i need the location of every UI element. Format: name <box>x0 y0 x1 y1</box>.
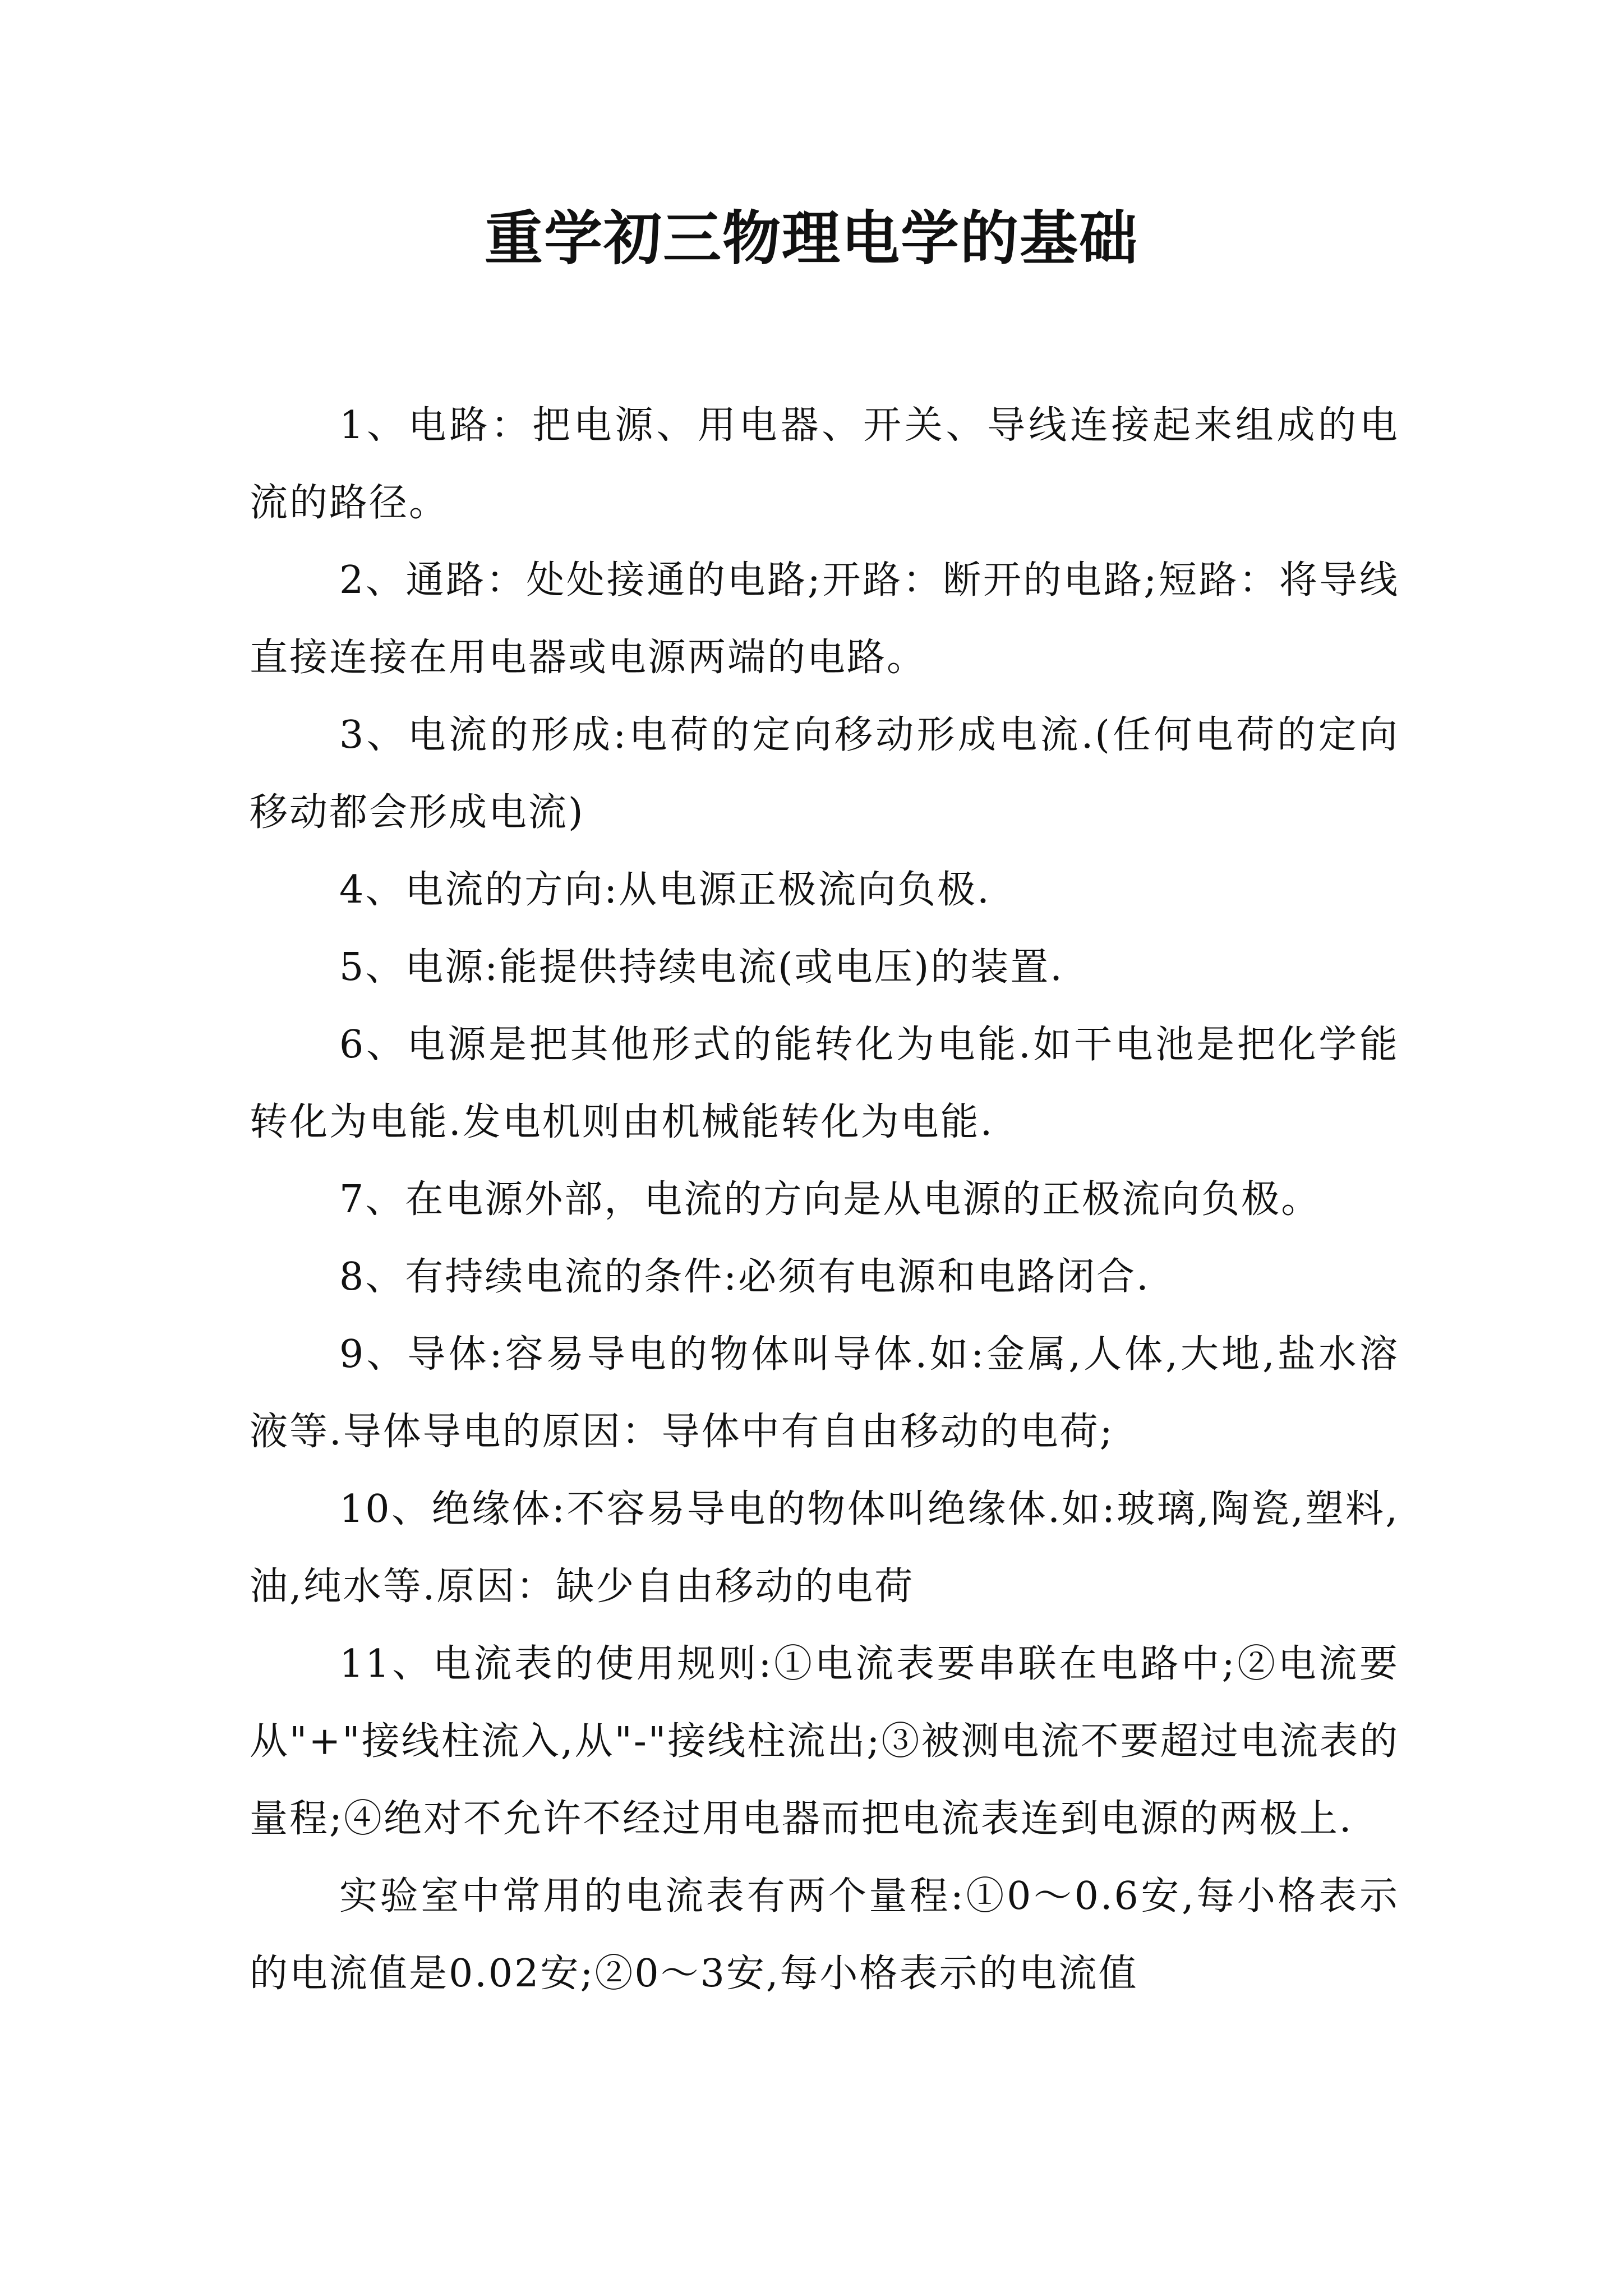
paragraph-4: 4、电流的方向:从电源正极流向负极. <box>339 868 991 912</box>
paragraph-9: 9、导体:容易导电的物体叫导体.如:金属,人体,大地,盐水溶液等.导体导电的原因：导体中有自由移动的电荷; <box>250 1332 1399 1454</box>
paragraph-11: 11、电流表的使用规则:①电流表要串联在电路中;②电流要从"+"接线柱流入,从"-"接线柱流出;③被测电流不要超过电流表的量程;④绝对不允许不经过用电器而把电流表连到电源的两极上. <box>250 1642 1399 1841</box>
paragraph-3: 3、电流的形成:电荷的定向移动形成电流.(任何电荷的定向移动都会形成电流) <box>250 713 1399 835</box>
document-title: 重学初三物理电学的基础 <box>484 204 1138 273</box>
paragraph-6: 6、电源是把其他形式的能转化为电能.如干电池是把化学能转化为电能.发电机则由机械能转化为电能. <box>250 1023 1399 1144</box>
paragraph-10: 10、绝缘体:不容易导电的物体叫绝缘体.如:玻璃,陶瓷,塑料,油,纯水等.原因：缺少自由移动的电荷 <box>250 1487 1399 1609</box>
document-body <box>250 387 1399 2013</box>
paragraph-2: 2、通路：处处接通的电路;开路：断开的电路;短路：将导线直接连接在用电器或电源两端的电路。 <box>250 558 1399 680</box>
paragraph-8: 8、有持续电流的条件:必须有电源和电路闭合. <box>339 1255 1150 1299</box>
paragraph-5: 5、电源:能提供持续电流(或电压)的装置. <box>339 945 1064 990</box>
paragraph-12: 实验室中常用的电流表有两个量程:①0～0.6安,每小格表示的电流值是0.02安;②0～3安,每小格表示的电流值 <box>250 1874 1399 1996</box>
paragraph-1: 1、电路：把电源、用电器、开关、导线连接起来组成的电流的路径。 <box>250 403 1399 525</box>
paragraph-7: 7、在电源外部，电流的方向是从电源的正极流向负极。 <box>339 1177 1321 1222</box>
